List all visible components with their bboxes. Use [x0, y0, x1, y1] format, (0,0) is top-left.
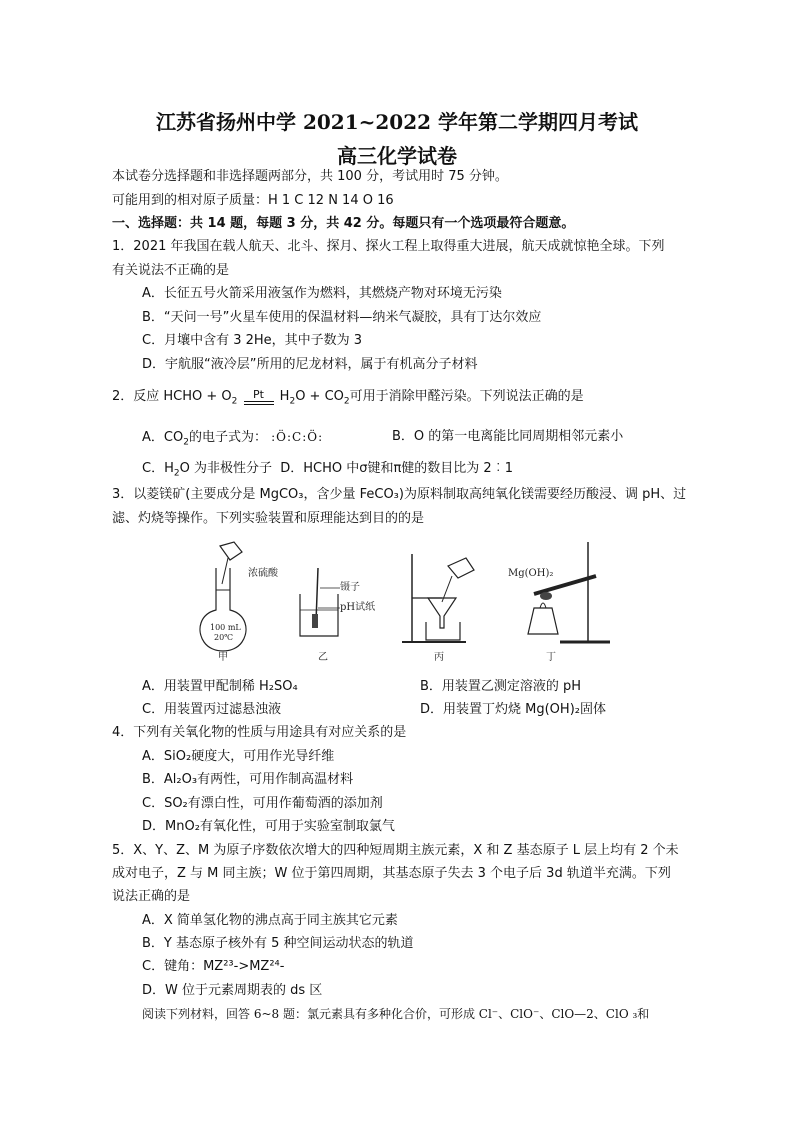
- q2-option-c-pre: C．H: [142, 461, 174, 476]
- q2-option-c-post: O 为非极性分子: [179, 461, 272, 476]
- q4-option-d: D．MnO₂有氧化性，可用于实验室制取氯气: [142, 819, 395, 834]
- section-heading: 一、选择题：共 14 题，每题 3 分，共 42 分。每题只有一个选项最符合题意。: [112, 216, 575, 231]
- q5-option-b: B．Y 基态原子核外有 5 种空间运动状态的轨道: [142, 936, 414, 951]
- q4-option-a: A．SiO₂硬度大，可用作光导纤维: [142, 749, 335, 764]
- label-jia: 甲: [218, 652, 228, 663]
- q5-stem-1: 5．X、Y、Z、M 为原子序数依次增大的四种短周期主族元素，X 和 Z 基态原子 L 层上均有 2 个未: [112, 843, 679, 858]
- q3-stem-2: 滤、灼烧等操作。下列实验装置和原理能达到目的的是: [112, 511, 425, 526]
- q4-stem: 4．下列有关氧化物的性质与用途具有对应关系的是: [112, 725, 407, 740]
- q5-stem-3: 说法正确的是: [112, 889, 191, 904]
- tweezers-icon: [316, 568, 318, 622]
- flame-icon: [540, 603, 546, 608]
- q2-stem-b: H: [279, 389, 290, 404]
- q3-option-d: D．用装置丁灼烧 Mg(OH)₂固体: [420, 702, 606, 717]
- apparatus-bing: [402, 554, 474, 663]
- beaker-pouring-icon: [220, 542, 242, 560]
- reading-material: 阅读下列材料，回答 6~8 题：氯元素具有多种化合价，可形成 Cl⁻、ClO⁻、ClO—2、ClO ₃和: [142, 1007, 650, 1021]
- apparatus-ding: [508, 542, 610, 663]
- q1-stem-2: 有关说法不正确的是: [112, 263, 230, 278]
- exam-title: 江苏省扬州中学 2021~2022 学年第二学期四月考试: [155, 110, 638, 134]
- q2-option-d: D．HCHO 中σ键和π健的数目比为 2︰1: [280, 461, 513, 476]
- co2-electron-formula: :Ö:C:Ö:: [271, 430, 324, 444]
- q3-stem-1: 3．以菱镁矿(主要成分是 MgCO₃，含少量 FeCO₃)为原料制取高纯氧化镁需要经历酸浸、调 pH、过: [112, 487, 687, 502]
- mgoh-label: Mg(OH)₂: [508, 568, 554, 579]
- q1-option-b: B．“天问一号”火星车使用的保温材料—纳米气凝胶，具有丁达尔效应: [142, 310, 542, 325]
- ph-paper-label: pH试纸: [340, 602, 376, 613]
- apparatus-yi: [300, 568, 375, 663]
- q4-option-b: B．Al₂O₃有两性，可用作制高温材料: [142, 772, 354, 787]
- q2-option-b: B．O 的第一电离能比同周期相邻元素小: [392, 429, 624, 444]
- q3-option-a: A．用装置甲配制稀 H₂SO₄: [142, 679, 298, 694]
- q5-option-c: C．键角：MZ²³->MZ²⁴-: [142, 959, 285, 974]
- pouring-beaker-icon: [448, 558, 474, 578]
- q2-stem-d: 可用于消除甲醛污染。下列说法正确的是: [349, 389, 584, 404]
- glass-rod-icon: [222, 558, 228, 584]
- q2-co2-sub: 2: [343, 396, 350, 407]
- q2-h2o-sub: 2: [289, 396, 296, 407]
- q3-option-b: B．用装置乙测定溶液的 pH: [420, 679, 582, 694]
- label-yi: 乙: [318, 652, 328, 663]
- q2-option-a-pre: A．CO: [142, 430, 184, 445]
- q3-option-c: C．用装置丙过滤悬浊液: [142, 702, 282, 717]
- q5-option-d: D．W 位于元素周期表的 ds 区: [142, 983, 323, 998]
- q2-option-a-post: 的电子式为：: [188, 430, 267, 445]
- q1-option-a: A．长征五号火箭采用液氢作为燃料，其燃烧产物对环境无污染: [142, 286, 502, 301]
- q2-option-cd: [142, 460, 513, 483]
- q2-stem-a: 2．反应 HCHO + O: [112, 389, 232, 404]
- q2-arrow-line-bottom: [244, 404, 274, 405]
- apparatus-figure: [190, 538, 620, 664]
- q5-stem-2: 成对电子，Z 与 M 同主族；W 位于第四周期，其基态原子失去 3 个电子后 3d 轨道半充满。下列: [112, 866, 671, 881]
- alcohol-lamp-icon: [528, 608, 558, 634]
- q2-option-a: [142, 428, 323, 452]
- q2-stem-c: O + CO: [295, 389, 344, 404]
- q1-option-c: C．月壤中含有 3 2He，其中子数为 3: [142, 333, 363, 348]
- q2-stem: [112, 388, 584, 411]
- intro-line-2: 可能用到的相对原子质量：H 1 C 12 N 14 O 16: [112, 193, 394, 208]
- q2-o2-sub: 2: [231, 396, 238, 407]
- label-bing: 丙: [434, 652, 444, 663]
- q2-arrow-line-top: [244, 401, 274, 402]
- tube-solid-icon: [540, 592, 552, 600]
- apparatus-jia: [200, 542, 279, 663]
- funnel-icon: [428, 598, 456, 628]
- q2-option-a-sub: 2: [183, 437, 189, 448]
- collecting-beaker-icon: [426, 622, 460, 640]
- q5-option-a: A．X 简单氢化物的沸点高于同主族其它元素: [142, 913, 398, 928]
- q2-catalyst-label: Pt: [253, 388, 264, 401]
- q1-stem-1: 1．2021 年我国在载人航天、北斗、探月、探火工程上取得重大进展，航天成就惊艳全球。下列: [112, 239, 665, 254]
- q2-catalyst: [242, 388, 276, 406]
- acid-label: 浓硫酸: [248, 568, 278, 579]
- flask-volume: 100 mL: [210, 623, 241, 632]
- q4-option-c: C．SO₂有漂白性，可用作葡萄酒的添加剂: [142, 796, 383, 811]
- flask-temp: 20℃: [214, 633, 234, 642]
- label-ding: 丁: [546, 652, 556, 663]
- ph-paper-icon: [312, 614, 318, 628]
- exam-subtitle: 高三化学试卷: [337, 144, 457, 168]
- beaker-icon: [300, 594, 338, 636]
- intro-line-1: 本试卷分选择题和非选择题两部分，共 100 分，考试用时 75 分钟。: [112, 169, 508, 184]
- q1-option-d: D．宇航服“液冷层”所用的尼龙材料，属于有机高分子材料: [142, 357, 478, 372]
- q2-option-c-sub: 2: [173, 468, 180, 479]
- tweezers-label: 镊子: [340, 582, 360, 593]
